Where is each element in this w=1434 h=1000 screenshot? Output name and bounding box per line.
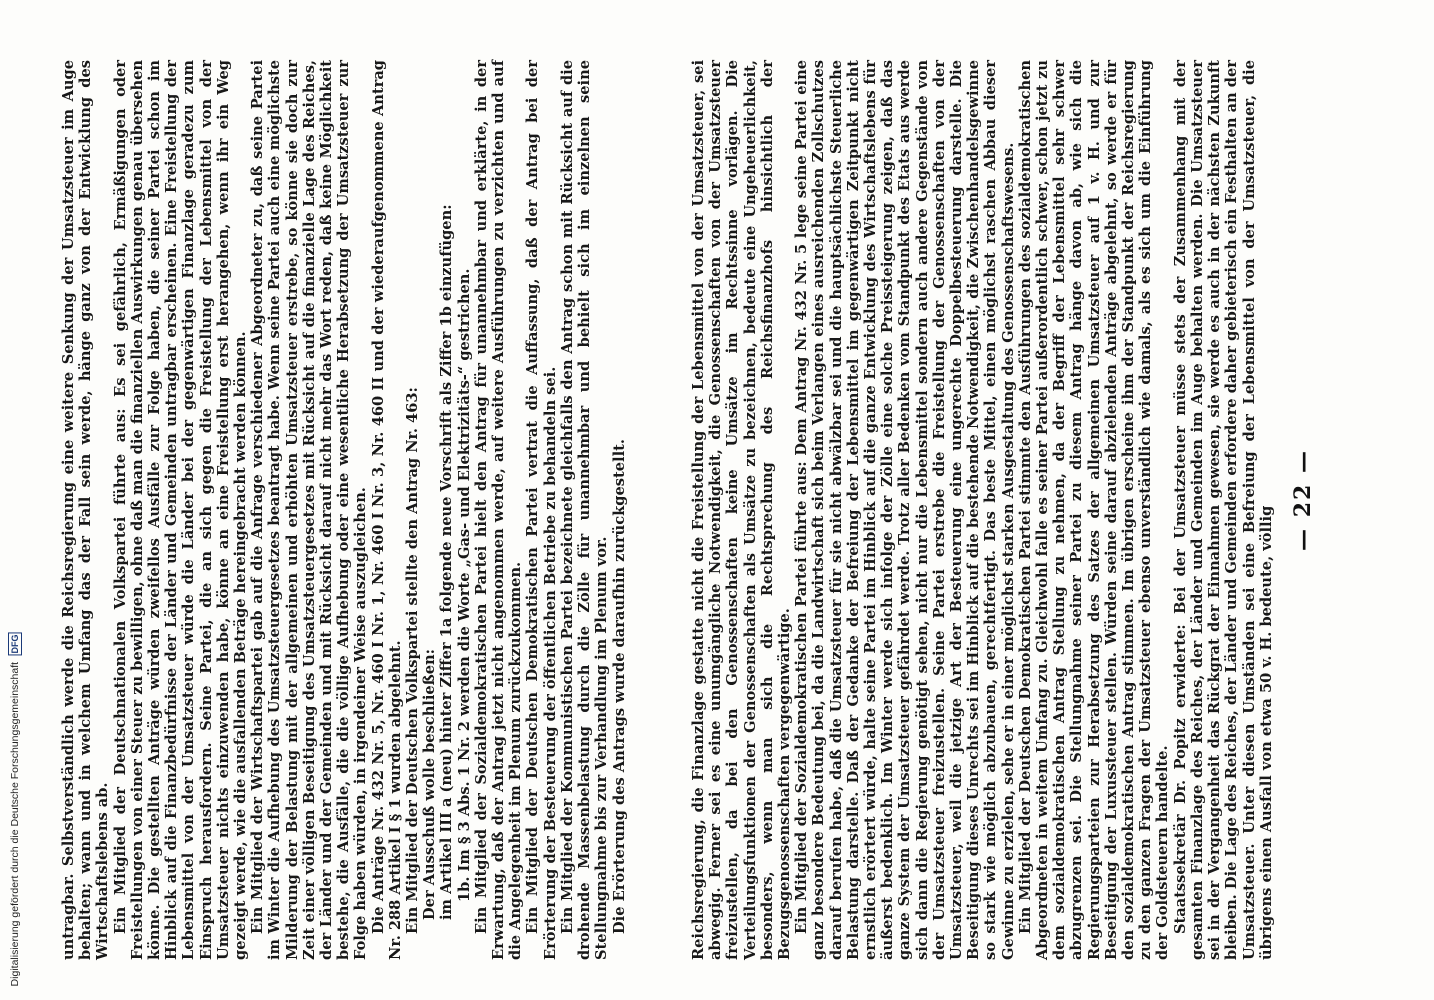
- paragraph: Der Ausschuß wolle beschließen:: [421, 648, 439, 920]
- paragraph: Ein Mitglied der Kommunistischen Partei bezeichnete gleichfalls den Antrag schon mit Rücksicht auf die drohende Massenbelastung durch die Zölle für unannehmbar und behielt sich im einzelnen seine Stellungnahme bis zur Verhandlung im Plenum vor.: [558, 60, 611, 960]
- paragraph: im Artikel III a (neu) hinter Ziffer 1a folgende neue Vorschrift als Ziffer 1b einzufügen:: [438, 204, 456, 920]
- paragraph: 1b. Im § 3 Abs. 1 Nr. 2 werden die Worte „Gas- und Elektrizitäts-“ gestrichen.: [455, 268, 473, 902]
- paragraph: Die Erörterung des Antrags wurde daraufhin zurückgestellt.: [610, 439, 628, 934]
- paragraph: Ein Mitglied der Wirtschaftspartei gab auf die Anfrage verschiedener Abgeordneter zu, daß seine Partei im Winter die Aufhebung des Umsatzsteuergesetzes beantragt habe. Wenn seine Partei auch eine möglichste Milderung der Belastung mit der allgemeinen und erhöhten Umsatzsteuer erstrebe, so könne sie doch zur Zeit einer völligen Beseitigung des Umsatzsteuergesetzes mit Rücksicht auf die finanzielle Lage des Reiches, der Länder und der Gemeinden und mit Rücksicht darauf nicht mehr das Wort reden, daß keine Möglichkeit bestehe, die Ausfälle, die die völlige Aufhebung oder eine wesentliche Herabsetzung der Umsatzsteuer zur Folge haben würden, in irgendeiner Weise auszugleichen.: [249, 60, 370, 960]
- dfg-logo: DFG: [10, 633, 20, 653]
- paragraph: Reichsregierung, die Finanzlage gestatte nicht die Freistellung der Lebensmittel von der Umsatzsteuer, sei abwegig. Ferner sei es eine unumgängliche Notwendigkeit, die Genossenschaften von der Umsatzsteuer freizustellen, da bei den Genossenschaften keine Umsätze im Rechtssinne vorlägen. Die Verteilungsfunktionen der Genossenschaften als Umsätze zu bezeichnen, bedeute eine Ungeheuerlichkeit, besonders, wenn man sich die Rechtsprechung des Reichsfinanzhofs hinsichtlich der Bezugsgenossenschaften vergegenwärtige.: [690, 60, 794, 960]
- paragraph: Ein Mitglied der Deutschen Volkspartei stellte den Antrag Nr. 463:: [404, 387, 422, 934]
- paragraph: Staatssekretär Dr. Popitz erwiderte: Bei der Umsatzsteuer müsse stets der Zusammenhang mit der gesamten Finanzlage des Reiches, der Länder und Gemeinden im Auge behalten werden. Die Umsatzsteuer sei in der Vergangenheit das Rückgrat der Einnahmen gewesen, sie werde es auch in der nächsten Zukunft bleiben. Die Lage des Reiches, der Länder und Gemeinden erfordere daher gebieterisch ein Festhalten an der Umsatzsteuer. Unter diesen Umständen sei eine Befreiung der Lebensmittel von der Umsatzsteuer, die übrigens einen Ausfall von etwa 50 v. H. bedeute, völlig: [1171, 60, 1275, 960]
- text-column-left: [690, 60, 1300, 960]
- paragraph: Ein Mitglied der Sozialdemokratischen Partei führte aus: Dem Antrag Nr. 432 Nr. 5 lege seine Partei eine ganz besondere Bedeutung bei, da die Landwirtschaft sich beim Verlangen eines ausreichenden Zollschutzes darauf berufen habe, daß die Umsatzsteuer für sie nicht abwälzbar sei und die hauptsächlichste Steuerliche Belastung darstelle. Daß der Gedanke der Befreiung der Lebensmittel im gegenwärtigen Zeitpunkt nicht ernstlich erörtert würde, halte seine Partei im Hinblick auf die ganze Entwicklung des Wirtschaftslebens für äußerst bedenklich. Im Winter werde sich infolge der Zölle eine solche Preissteigerung zeigen, daß das ganze System der Umsatzsteuer gefährdet werde. Trotz aller Bedenken vom Standpunkt des Etats aus werde sich dann die Regierung genötigt sehen, nicht nur die Lebensmittel sondern auch andere Gegenstände von der Umsatzsteuer freizustellen. Seine Partei erstrebe die Freistellung der Genossenschaften von der Umsatzsteuer, weil die jetzige Art der Besteuerung eine ungerechte Doppelbesteuerung darstelle. Die Beseitigung dieses Unrechts sei im Hinblick auf die bestehende Notwendigkeit, die Zwischenhandelsgewinne so stark wie möglich abzubauen, gerechtfertigt. Das beste Mittel, einen möglichst raschen Abbau dieser Gewinne zu erzielen, sehe er in einer möglichst starken Ausgestaltung des Genossenschaftswesens.: [793, 60, 1017, 960]
- footer-credit: [8, 632, 22, 986]
- paragraph: Ein Mitglied der Deutschen Demokratischen Partei vertrat die Auffassung, daß der Antrag bei der Erörterung der Besteuerung der öffentlichen Betriebe zu behandeln sei.: [524, 60, 559, 960]
- footer-credit-text: Digitalisierung gefördert durch die Deutsche Forschungsgemeinschaft: [9, 661, 21, 986]
- paragraph: Ein Mitglied der Deutschnationalen Volkspartei führte aus: Es sei gefährlich, Ermäßigungen oder Freistellungen von einer Steuer zu bewilligen, ohne daß man die finanziellen Auswirkungen genau übersehen könne. Die gestellten Anträge würden zweifellos Ausfälle zur Folge haben, die seiner Partei schon im Hinblick auf die Finanzbedürfnisse der Länder und Gemeinden untragbar erscheinen. Eine Freistellung der Lebensmittel von der Umsatzsteuer würde die Länder bei der gegenwärtigen Finanzlage geradezu zum Einspruch herausfordern. Seine Partei, die an sich gegen die Freistellung der Lebensmittel von der Umsatzsteuer nichts einzuwenden habe, könne an eine Freistellung erst herangehen, wenn ihr ein Weg gezeigt werde, wie die ausfallenden Beträge hereingebracht werden können.: [111, 60, 250, 960]
- paragraph: untragbar. Selbstverständlich werde die Reichsregierung eine weitere Senkung der Umsatzsteuer im Auge behalten; wann und in welchem Umfang das der Fall sein werde, hänge ganz von der Entwicklung des Wirtschaftslebens ab.: [60, 60, 112, 960]
- paragraph: Ein Mitglied der Deutschen Demokratischen Partei stimmte den Ausführungen des sozialdemokratischen Abgeordneten in weitem Umfang zu. Gleichwohl falle es seiner Partei außerordentlich schwer, schon jetzt zu dem sozialdemokratischen Antrag Stellung zu nehmen, da der Begriff der Lebensmittel sehr schwer abzugrenzen sei. Die Stellungnahme seiner Partei zu diesem Antrag hänge davon ab, wie sich die Regierungsparteien zur Herabsetzung des Satzes der allgemeinen Umsatzsteuer auf 1 v. H. und zur Beseitigung der Luxussteuer stellen. Würden seine darauf abzielenden Anträge abgelehnt, so werde er für den sozialdemokratischen Antrag stimmen. Im übrigen erscheine ihm der Standpunkt der Reichsregierung zu den ganzen Fragen der Umsatzsteuer ebenso unverständlich wie damals, als es sich um die Einführung der Goldsteuern handelte.: [1016, 60, 1172, 960]
- paragraph: Die Anträge Nr. 432 Nr. 5, Nr. 460 I Nr. 1, Nr. 460 I Nr. 3, Nr. 460 II und der wiederaufgenommene Antrag Nr. 288 Artikel I § 1 wurden abgelehnt.: [369, 60, 404, 960]
- page-number: — 22 —: [1290, 449, 1316, 551]
- paragraph: Ein Mitglied der Sozialdemokratischen Partei hielt den Antrag für unannehmbar und erklärte, in der Erwartung, daß der Antrag jetzt nicht angenommen werde, auf weitere Ausführungen zu verzichten und auf die Angelegenheit im Plenum zurückzukommen.: [472, 60, 525, 960]
- text-column-right: [60, 60, 628, 960]
